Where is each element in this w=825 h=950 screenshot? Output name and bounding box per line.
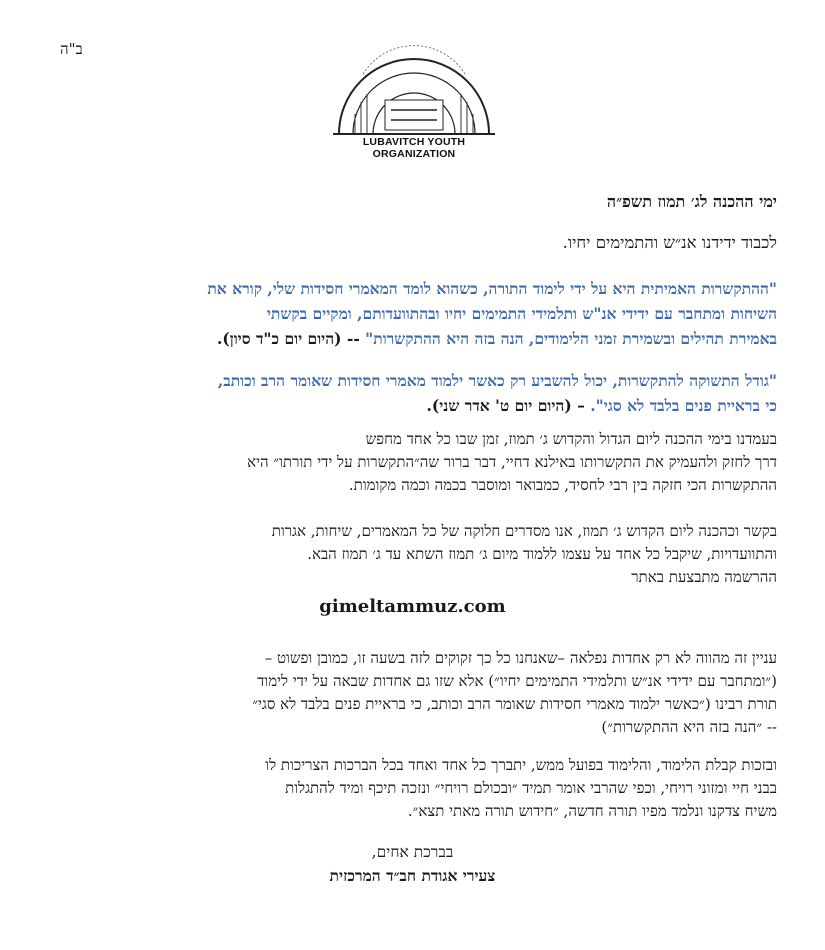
paragraph-preparation — [47, 428, 777, 497]
paragraph-line: (״ומתחבר עם ידידי אנ״ש ותלמידי התמימים יחיו״) אלא שזו גם אחדות שבאה על ידי לימוד — [257, 672, 777, 690]
quote-line — [47, 326, 777, 351]
greeting: לכבוד ידידנו אנ״ש והתמימים יחיו. — [562, 233, 777, 252]
paragraph-line: והתוועדויות, שיקבל כל אחד על עצמו ללמוד מיום ג׳ תמוז השתא עד ג׳ תמוז הבא. — [307, 545, 777, 563]
paragraph-line: ההתקשרות הכי חזקה בין רבי לחסיד, כמבואר ומוסבר בכמה וכמה מקומות. — [348, 476, 777, 494]
paragraph-line: עניין זה מהווה לא רק אחדות נפלאה –שאנחנו כל כך זקוקים לזה בשעה זו, כמובן ופשוט – — [264, 649, 777, 667]
paragraph-line: משיח צדקנו ונלמד מפיו תורה חדשה, ״חידוש תורה מאתי תצא״. — [407, 802, 777, 820]
paragraph-line: בבני חיי ומזוני רויחי, וכפי שהרבי אומר תמיד ״ובכולם רויחי״ ונזכה תיכף ומיד להתגלות — [285, 779, 777, 797]
paragraph-line: תורת רבינו (״כאשר ילמוד מאמרי חסידות שאומר הרב וכותב, כי בראיית פנים בלבד לא סגי״ — [252, 695, 777, 713]
organization-logo — [333, 44, 495, 162]
quote-hayom-yom-2 — [47, 368, 777, 418]
quote-line — [47, 393, 777, 418]
paragraph-line: בקשר וכהכנה ליום הקדוש ג׳ תמוז, אנו מסדרים חלוקה של כל המאמרים, שיחות, אגרות — [271, 522, 777, 540]
paragraph-unity — [47, 647, 777, 739]
quote-line-text: באמירת תהילים ובשמירת זמני הלימודים, הנה בזה היא ההתקשרות" — [365, 329, 777, 348]
paragraph-line: -- ״הנה בזה היא ההתקשרות״) — [601, 718, 777, 736]
paragraph-line: ובזכות קבלת הלימוד, והלימוד בפועל ממש, יתברך כל אחד ואחד בכל הברכות הצריכות לו — [265, 756, 777, 774]
signature-organization: צעירי אגודת חב״ד המרכזית — [329, 866, 496, 885]
paragraph-blessing — [47, 754, 777, 823]
paragraph-line: דרך לחזק ולהעמיק את התקשרותו באילנא דחיי, דבר ברור שה״התקשרות על ידי תורתו״ היא — [247, 453, 777, 471]
quote-line: "גודל התשוקה להתקשרות, יכול להשביע רק כאשר ילמוד מאמרי חסידות שאומר הרב וכותב, — [217, 371, 777, 390]
paragraph-line: בעמדנו בימי ההכנה ליום הגדול והקדוש ג׳ תמוז, זמן שבו כל אחד מחפש — [365, 430, 777, 448]
logo-arch-icon — [333, 44, 495, 136]
paragraph-line: ההרשמה מתבצעת באתר — [631, 568, 777, 586]
bh-mark: ב"ה — [60, 40, 83, 58]
quote-hayom-yom-1 — [47, 276, 777, 351]
letter-heading: ימי ההכנה לג׳ תמוז תשפ״ה — [606, 192, 777, 211]
quote-line: השיחות ומתחבר עם ידידי אנ"ש ותלמידי התמימים יחיו ובהתוועדותם, ומקיים בקשתי — [266, 304, 777, 323]
quote-line-text: כי בראיית פנים בלבד לא סגי". — [590, 396, 777, 415]
quote-source: – (היום יום ט' אדר שני). — [426, 396, 585, 415]
paragraph-program — [47, 520, 777, 589]
quote-line: "ההתקשרות האמיתית היא על ידי לימוד התורה, כשהוא לומד המאמרי חסידות שלי, קורא את — [207, 279, 777, 298]
quote-source: -- (היום יום כ"ד סיון). — [217, 329, 360, 348]
logo-caption: LUBAVITCH YOUTH ORGANIZATION — [362, 136, 466, 160]
closing-phrase: בברכת אחים, — [371, 843, 454, 861]
website-link[interactable]: gimeltammuz.com — [319, 596, 506, 617]
